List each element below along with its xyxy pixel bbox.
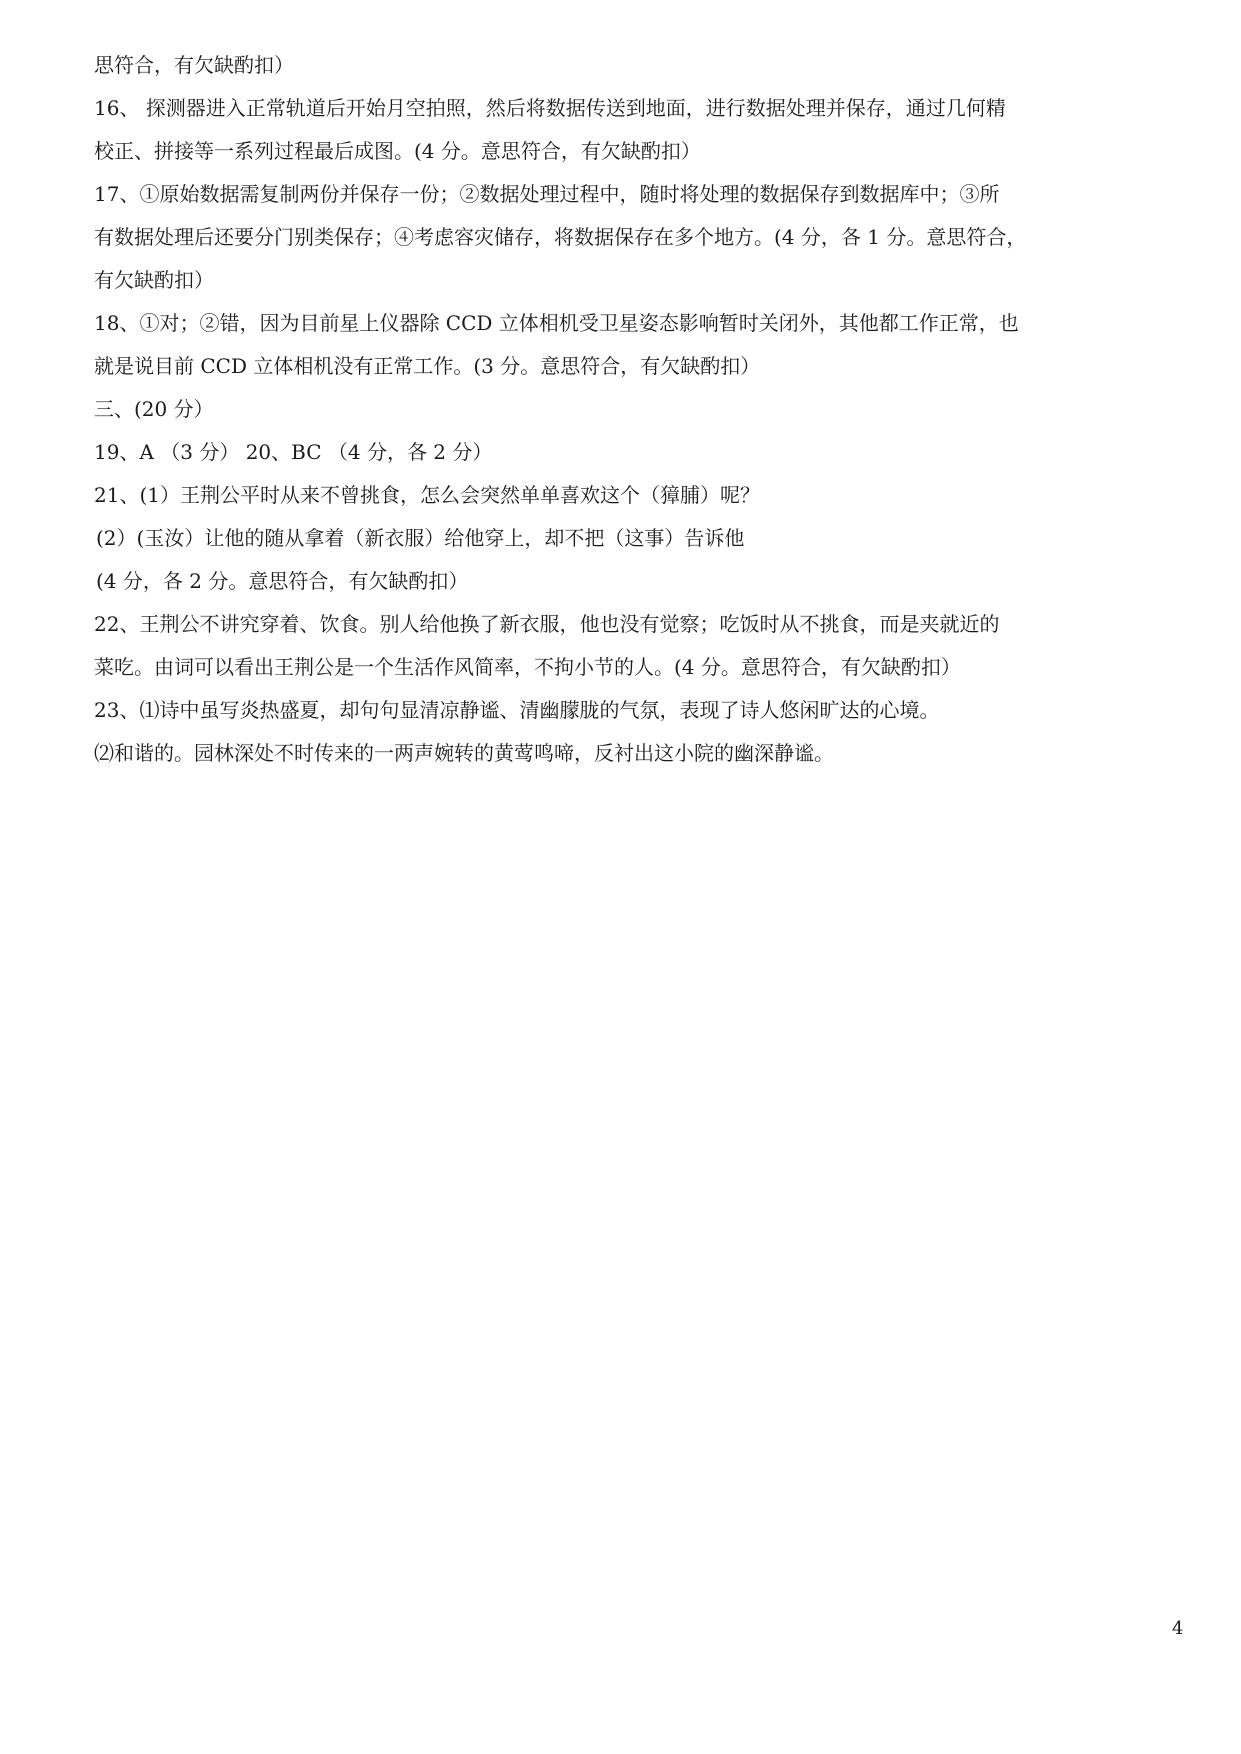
answer-19-20-line: 19、A （3 分） 20、BC （4 分，各 2 分） (94, 440, 493, 464)
section-3-heading: 三、(20 分） (94, 397, 214, 421)
answer-21-line-1: 21、(1）王荆公平时从来不曾挑食，怎么会突然单单喜欢这个（獐脯）呢？ (94, 483, 760, 507)
answer-23-line-1: 23、⑴诗中虽写炎热盛夏，却句句显清凉静谧、清幽朦胧的气氛，表现了诗人悠闲旷达的心境。 (94, 698, 940, 722)
answer-16-line-2: 校正、拼接等一系列过程最后成图。(4 分。意思符合，有欠缺酌扣） (94, 139, 701, 163)
answer-22-line-2: 菜吃。由词可以看出王荆公是一个生活作风简率，不拘小节的人。(4 分。意思符合，有欠缺酌扣） (94, 655, 961, 679)
answer-17-line-3: 有欠缺酌扣） (94, 268, 214, 292)
answer-18-line-2: 就是说目前 CCD 立体相机没有正常工作。(3 分。意思符合，有欠缺酌扣） (94, 354, 761, 378)
answer-21-line-2: (2）(玉汝）让他的随从拿着（新衣服）给他穿上，却不把（这事）告诉他 (96, 526, 745, 550)
answer-18-line-1: 18、①对；②错，因为目前星上仪器除 CCD 立体相机受卫星姿态影响暂时关闭外，其他都工作正常，也 (94, 311, 1019, 335)
answer-22-line-1: 22、王荆公不讲究穿着、饮食。别人给他换了新衣服，他也没有觉察；吃饭时从不挑食，而是夹就近的 (94, 612, 1000, 636)
answer-17-line-1: 17、①原始数据需复制两份并保存一份；②数据处理过程中，随时将处理的数据保存到数据库中；③所 (94, 182, 1000, 206)
answer-17-line-2: 有数据处理后还要分门别类保存；④考虑容灾储存，将数据保存在多个地方。(4 分，各 1 分。意思符合， (94, 225, 1027, 249)
answer-23-line-2: ⑵和谐的。园林深处不时传来的一两声婉转的黄莺鸣啼，反衬出这小院的幽深静谧。 (94, 741, 834, 765)
text-line: 思符合，有欠缺酌扣） (94, 53, 294, 77)
answer-21-line-3: (4 分，各 2 分。意思符合，有欠缺酌扣） (96, 569, 469, 593)
page-number: 4 (1172, 1618, 1184, 1639)
answer-text-block (94, 44, 1094, 775)
answer-16-line-1: 16、 探测器进入正常轨道后开始月空拍照，然后将数据传送到地面，进行数据处理并保存，通过几何精 (94, 96, 1006, 120)
